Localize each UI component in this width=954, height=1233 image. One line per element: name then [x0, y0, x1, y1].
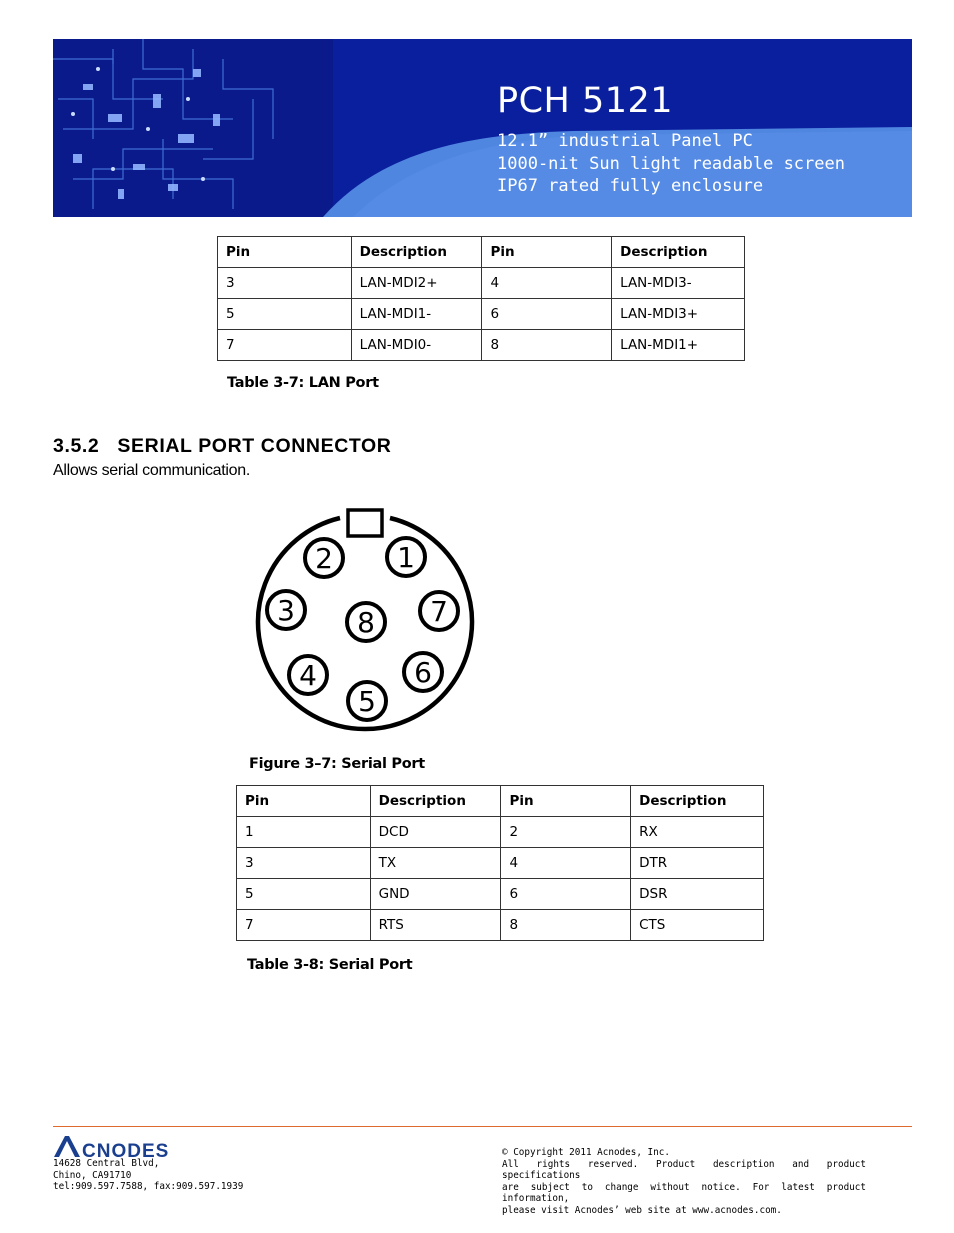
- table-row: [218, 330, 745, 361]
- connector-key-notch: [348, 510, 382, 536]
- acnodes-logo: [53, 1133, 209, 1159]
- figure-caption: Figure 3–7: Serial Port: [249, 756, 425, 772]
- table-cell: DSR: [631, 879, 764, 910]
- section-heading: 3.5.2 SERIAL PORT CONNECTOR: [53, 435, 392, 457]
- feature-line-3: IP67 rated fully enclosure: [497, 176, 764, 196]
- company-address: [53, 1158, 243, 1193]
- table-cell: 2: [501, 817, 631, 848]
- table-cell: 6: [501, 879, 631, 910]
- copyright-notice: [502, 1147, 866, 1216]
- table-header-cell: Description: [370, 786, 501, 817]
- table-cell: 6: [482, 299, 612, 330]
- table-cell: GND: [370, 879, 501, 910]
- svg-text:CNODES: CNODES: [82, 1141, 170, 1159]
- pin-label-5: 5: [358, 685, 376, 718]
- table-header-row: [237, 786, 764, 817]
- address-line: Chino, CA91710: [53, 1169, 132, 1181]
- table-header-cell: Pin: [237, 786, 371, 817]
- table-cell: RX: [631, 817, 764, 848]
- footer-divider: [53, 1126, 912, 1127]
- table-cell: LAN-MDI1-: [351, 299, 482, 330]
- pin-label-4: 4: [299, 659, 317, 692]
- serial-port-table: [236, 785, 764, 941]
- lan-port-table: [217, 236, 745, 361]
- table-cell: 7: [237, 910, 371, 941]
- copyright-line: are subject to change without notice. For latest product information,: [502, 1181, 866, 1204]
- pin-label-6: 6: [414, 656, 432, 689]
- table-header-cell: Pin: [482, 237, 612, 268]
- table-cell: 4: [501, 848, 631, 879]
- table-header-cell: Description: [351, 237, 482, 268]
- table-header-cell: Description: [631, 786, 764, 817]
- table-cell: 7: [218, 330, 352, 361]
- table-cell: LAN-MDI3+: [612, 299, 745, 330]
- table-row: [237, 848, 764, 879]
- table-row: [237, 910, 764, 941]
- table-cell: TX: [370, 848, 501, 879]
- table-cell: DTR: [631, 848, 764, 879]
- pin-label-8: 8: [357, 606, 375, 639]
- table-cell: LAN-MDI3-: [612, 268, 745, 299]
- copyright-line: © Copyright 2011 Acnodes, Inc.: [502, 1147, 670, 1158]
- table-cell: 5: [218, 299, 352, 330]
- table-header-cell: Pin: [501, 786, 631, 817]
- section-description: Allows serial communication.: [53, 462, 251, 479]
- header-banner: [53, 39, 912, 217]
- table-header-row: [218, 237, 745, 268]
- table-cell: 8: [501, 910, 631, 941]
- table-cell: 3: [237, 848, 371, 879]
- serial-port-connector-diagram: [248, 506, 482, 742]
- table-cell: LAN-MDI1+: [612, 330, 745, 361]
- feature-line-2: 1000-nit Sun light readable screen: [497, 154, 845, 174]
- table-header-cell: Description: [612, 237, 745, 268]
- table-header-cell: Pin: [218, 237, 352, 268]
- model-title: PCH 5121: [497, 81, 674, 121]
- table-row: [218, 299, 745, 330]
- table-cell: DCD: [370, 817, 501, 848]
- contact-line: tel:909.597.7588, fax:909.597.1939: [53, 1181, 244, 1192]
- table-cell: 3: [218, 268, 352, 299]
- table-row: [237, 879, 764, 910]
- table-cell: CTS: [631, 910, 764, 941]
- table-cell: 1: [237, 817, 371, 848]
- copyright-line: please visit Acnodes’ web site at www.acnodes.com.: [502, 1204, 782, 1216]
- pin-label-3: 3: [277, 594, 295, 627]
- pin-label-1: 1: [397, 541, 415, 574]
- table-cell: RTS: [370, 910, 501, 941]
- table-cell: LAN-MDI0-: [351, 330, 482, 361]
- table-cell: LAN-MDI2+: [351, 268, 482, 299]
- table-cell: 8: [482, 330, 612, 361]
- pin-label-7: 7: [430, 595, 448, 628]
- serial-table-caption: Table 3-8: Serial Port: [247, 957, 413, 973]
- copyright-line: All rights reserved. Product description and product specifications: [502, 1158, 866, 1181]
- feature-line-1: 12.1” industrial Panel PC: [497, 131, 753, 151]
- address-line: 14628 Central Blvd,: [53, 1158, 160, 1169]
- table-cell: 4: [482, 268, 612, 299]
- banner-wave-decoration: [53, 39, 912, 217]
- table-row: [218, 268, 745, 299]
- pin-label-2: 2: [315, 542, 333, 575]
- table-row: [237, 817, 764, 848]
- lan-table-caption: Table 3-7: LAN Port: [227, 375, 379, 391]
- table-cell: 5: [237, 879, 371, 910]
